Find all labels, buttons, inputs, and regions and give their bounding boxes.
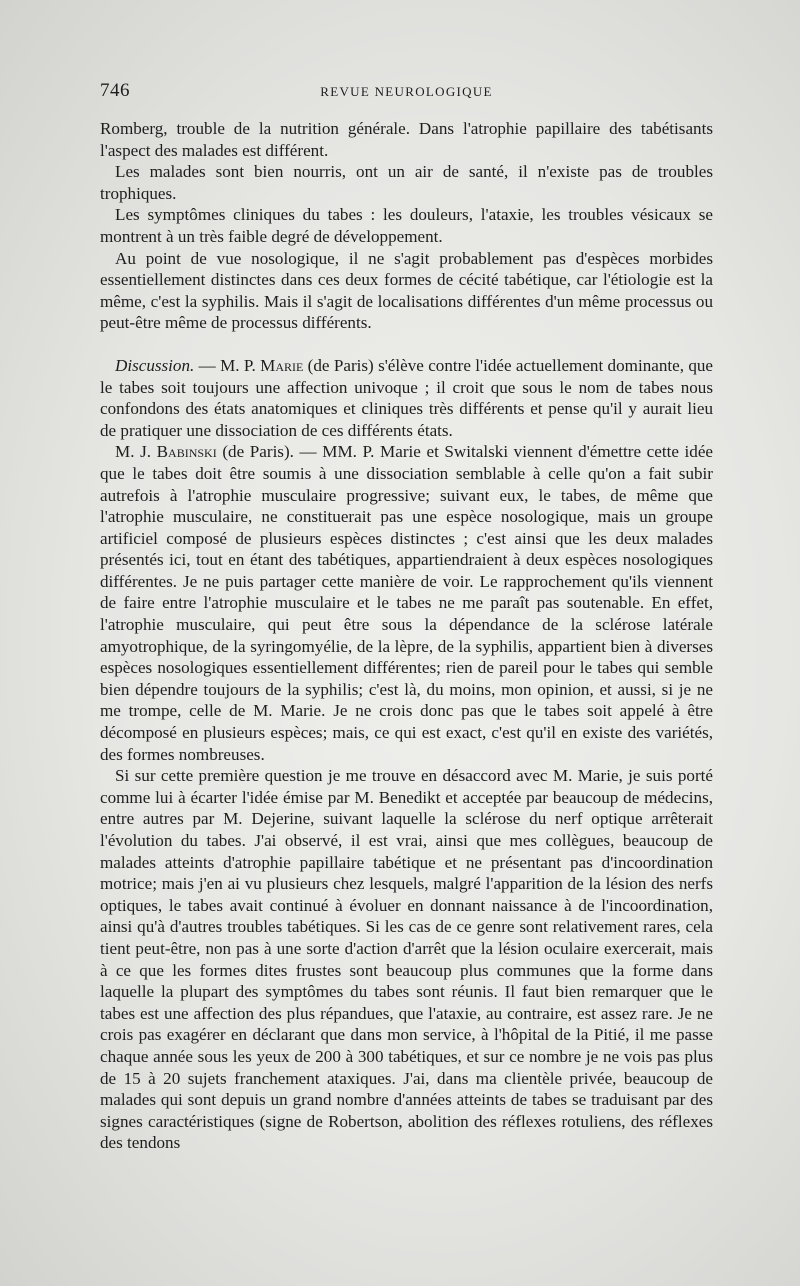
babinski-text: (de Paris). — MM. P. Marie et Switalski viennent d'émettre cette idée que le tabes doit être soumis à une dissociation semblable à celle qu'on a fait subir autrefois à l'atrophie musculaire progressive; suivant eux, le tabes, de même que l'atrophie musculaire, ne constituerait pas une espèce nosologique, mais un groupe artificiel composé de plusieurs espèces distinctes ; c'est ainsi que les deux malades présentés ici, tout en étant des tabétiques, appartiendraient à deux espèces nosologiques différentes. Je ne puis partager cette manière de voir. Le rapprochement qu'ils viennent de faire entre l'atrophie musculaire et le tabes ne me paraît pas soutenable. En effet, l'atrophie musculaire, qui peut être sous la dépendance de la sclérose latérale amyotrophique, de la syringomyélie, de la lèpre, de la syphilis, appartient bien à diverses espèces nosologiques essentiellement différentes; rien de pareil pour le tabes qui semble bien dépendre toujours de la syphilis; c'est là, du moins, mon opinion, et aussi, si je ne me trompe, celle de M. Marie. Je ne crois donc pas que le tabes soit appelé à être décomposé en plusieurs espèces; mais, ce qui est exact, c'est qu'il en existe des variétés, des formes nombreuses. xyxy=(100,442,713,764)
paragraph-nosology: Au point de vue nosologique, il ne s'agit probablement pas d'espèces morbides essentiellement distinctes dans ces deux formes de cécité tabétique, car l'étiologie est la même, c'est la syphilis. Mais il s'agit de localisations différentes d'un même processus ou peut-être même de processus différents. xyxy=(100,248,713,333)
paragraph-continuation: Romberg, trouble de la nutrition générale. Dans l'atrophie papillaire des tabétisants l'aspect des malades est différent. xyxy=(100,119,713,160)
paragraph-healthy-appearance: Les malades sont bien nourris, ont un air de santé, il n'existe pas de troubles trophiques. xyxy=(100,162,713,203)
paragraph-babinski xyxy=(100,441,713,765)
discussion-label: Discussion. xyxy=(115,355,195,375)
body-text xyxy=(100,118,713,1154)
page-number: 746 xyxy=(100,80,130,101)
speaker-marie: Marie xyxy=(260,355,304,375)
babinski-prefix: M. J. xyxy=(115,442,157,462)
discussion-dash: — M. P. xyxy=(194,355,261,375)
running-title: REVUE NEUROLOGIQUE xyxy=(320,84,493,99)
paragraph-discussion xyxy=(100,355,713,441)
page-header xyxy=(100,80,713,106)
paragraph-benedikt: Si sur cette première question je me trouve en désaccord avec M. Marie, je suis porté comme lui à écarter l'idée émise par M. Benedikt et acceptée par beaucoup de médecins, entre autres par M. Dejerine, suivant laquelle la sclérose du nerf optique arrêterait l'évolution du tabes. J'ai observé, il est vrai, ainsi que mes collègues, beaucoup de malades atteints d'atrophie papillaire tabétique et ne présentant pas d'incoordination motrice; mais j'en ai vu plusieurs chez lesquels, malgré l'apparition de la lésion des nerfs optiques, le tabes avait continué à évoluer en donnant naissance à de l'incoordination, ainsi qu'à d'autres troubles tabétiques. Si les cas de ce genre sont relativement rares, cela tient peut-être, non pas à une sorte d'action d'arrêt que la lésion oculaire exercerait, mais à ce que les formes dites frustes sont beaucoup plus communes que la forme dans laquelle la plupart des symptômes du tabes sont réunis. Il faut bien remarquer que le tabes est une affection des plus répandues, que l'ataxie, au contraire, est assez rare. Je ne crois pas exagérer en déclarant que dans mon service, à l'hôpital de la Pitié, il me passe chaque année sous les yeux de 200 à 300 tabétiques, et sur ce nombre je ne vois pas plus de 15 à 20 sujets franchement ataxiques. J'ai, dans ma clientèle privée, beaucoup de malades qui sont depuis un grand nombre d'années atteints de tabes se traduisant par des signes caractéristiques (signe de Robertson, abolition des réflexes rotuliens, des réflexes des tendons xyxy=(100,766,713,1153)
paragraph-clinical-symptoms: Les symptômes cliniques du tabes : les douleurs, l'ataxie, les troubles vésicaux se montrent à un très faible degré de développement. xyxy=(100,205,713,246)
speaker-babinski: Babinski xyxy=(156,442,217,462)
discussion-text: (de Paris) s'élève contre l'idée actuellement dominante, que le tabes soit toujours une affection univoque ; il croit que sous le nom de tabes nous confondons des états anatomiques et cliniques très différents et pense qu'il y aurait lieu de pratiquer une dissociation de ces différents états. xyxy=(100,355,714,440)
